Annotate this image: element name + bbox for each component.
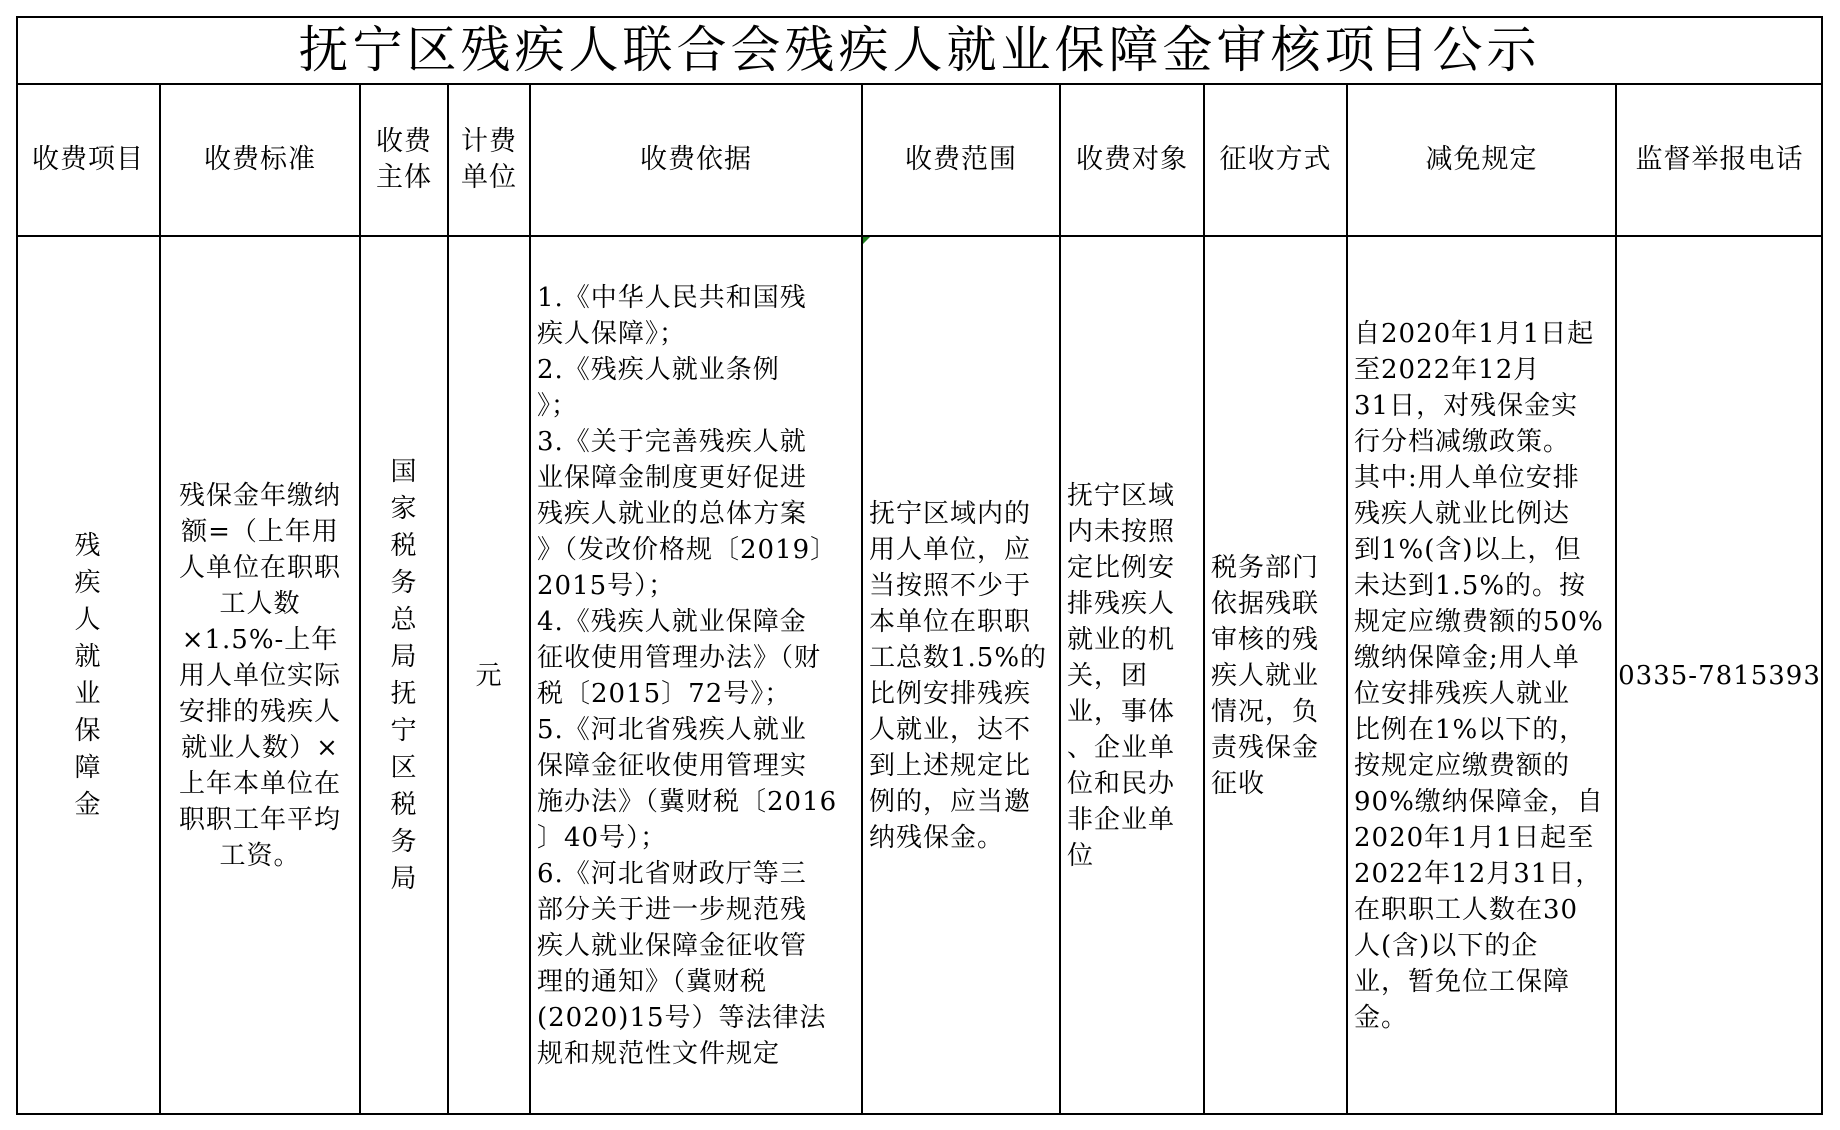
cell-text-line: 依据残联 (1211, 588, 1320, 619)
comment-indicator-icon[interactable] (863, 237, 870, 244)
cell-text-line: 税务部门 (1211, 552, 1320, 583)
cell-text-line: 障 (74, 752, 102, 783)
header-label: 征收方式 (1219, 144, 1332, 175)
cell-text-line: 工资。 (219, 840, 301, 871)
cell-text-line: 业保障金制度更好促进 (537, 462, 808, 493)
cell-text-line: 2.《残疾人就业条例 (537, 354, 780, 385)
cell-text-line: 〕40号）； (537, 822, 668, 853)
cell-reduction-rules (1347, 236, 1616, 1115)
cell-fee-target (1060, 236, 1204, 1115)
cell-text-line: 内未按照 (1067, 516, 1176, 547)
cell-text-line: 规和规范性文件规定 (537, 1038, 781, 1069)
cell-text-line: 规定应缴费额的50% (1354, 606, 1604, 637)
cell-text-line: 额=（上年用 (181, 516, 339, 547)
cell-text-line: 责残保金 (1211, 732, 1320, 763)
cell-text-line: 总 (390, 604, 418, 635)
cell-text-line: 人(含)以下的企 (1354, 930, 1539, 961)
cell-text-line: 当按照不少于 (869, 570, 1032, 601)
cell-text-line: 到上述规定比 (869, 750, 1032, 781)
cell-text-line: 其中:用人单位安排 (1354, 462, 1580, 493)
cell-text-line: 位 (1067, 840, 1095, 871)
cell-text-line: 安排的残疾人 (178, 696, 341, 727)
cell-text-line: 4.《残疾人就业保障金 (537, 606, 807, 637)
cell-text-line: 疾人保障》； (537, 318, 687, 349)
cell-text-line: 家 (390, 493, 418, 524)
cell-text-line: 残疾人就业的总体方案 (537, 498, 808, 529)
cell-text-line: 就业的机 (1067, 624, 1176, 655)
page-title: 抚宁区残疾人联合会残疾人就业保障金审核项目公示 (298, 21, 1541, 79)
cell-text-line: 定比例安 (1067, 552, 1176, 583)
cell-text-line: 人就业，达不 (869, 714, 1032, 745)
cell-text-line: 就 (74, 641, 102, 672)
header-label: 监督举报电话 (1635, 144, 1804, 175)
cell-text-line: 、企业单 (1067, 732, 1176, 763)
cell-text-line: 税 (390, 789, 418, 820)
cell-text-line: 税 (390, 530, 418, 561)
cell-text-line: 2022年12月31日， (1354, 858, 1603, 889)
cell-text-line: 残疾人就业比例达 (1354, 498, 1571, 529)
cell-text-line: 用人单位实际 (178, 660, 341, 691)
cell-text-line: 31日，对残保金实 (1354, 390, 1579, 421)
cell-fee-item (16, 236, 160, 1115)
header-fee-target (1060, 84, 1204, 236)
cell-text-line: 宁 (390, 715, 418, 746)
header-label: 减免规定 (1425, 144, 1538, 175)
header-fee-item (16, 84, 160, 236)
cell-text-line: 局 (390, 641, 418, 672)
cell-text-line: 疾 (74, 567, 102, 598)
cell-text-line: 0335-7815393 (1618, 660, 1821, 691)
cell-text-line: 非企业单 (1067, 804, 1176, 835)
cell-text-line: 5.《河北省残疾人就业 (537, 714, 807, 745)
cell-text-line: 人单位在职职 (178, 552, 341, 583)
header-label: 收费范围 (905, 144, 1017, 175)
header-hotline (1616, 84, 1823, 236)
header-fee-standard (160, 84, 360, 236)
cell-text-line: 》； (537, 390, 579, 421)
cell-text-line: 缴纳保障金;用人单 (1354, 642, 1580, 673)
cell-text-line: 抚宁区域 (1067, 480, 1176, 511)
cell-text-line: 务 (390, 567, 418, 598)
cell-text-line: 业 (74, 678, 102, 709)
cell-text-line: 比例安排残疾 (869, 678, 1032, 709)
cell-text-line: 排残疾人 (1067, 588, 1176, 619)
cell-text-line: 按规定应缴费额的 (1354, 750, 1571, 781)
header-billing-unit (448, 84, 530, 236)
cell-collection-method (1204, 236, 1347, 1115)
cell-text-line: 例的，应当邀 (869, 786, 1032, 817)
cell-text-line: 疾人就业保障金征收管 (537, 930, 808, 961)
cell-text-line: 1.《中华人民共和国残 (537, 282, 807, 313)
header-reduction-rules (1347, 84, 1616, 236)
cell-text-line: 征收 (1211, 768, 1266, 799)
cell-text-line: 本单位在职职 (869, 606, 1032, 637)
cell-text-line: 务 (390, 826, 418, 857)
header-label: 收费对象 (1076, 144, 1188, 175)
header-fee-scope (862, 84, 1060, 236)
cell-text-line: 残保金年缴纳 (178, 480, 341, 511)
cell-text-line: 上年本单位在 (178, 768, 341, 799)
header-label: 主体 (376, 162, 432, 193)
header-fee-basis (530, 84, 862, 236)
cell-text-line: 抚宁区域内的 (869, 498, 1032, 529)
cell-text-line: 金。 (1354, 1002, 1409, 1033)
cell-text-line: 施办法》（冀财税〔2016 (537, 786, 838, 817)
cell-text-line: ×1.5%-上年 (181, 624, 339, 655)
header-label: 收费 (376, 126, 432, 157)
cell-text-line: 比例在1%以下的， (1354, 714, 1587, 745)
cell-text-line: 人 (74, 604, 102, 635)
cell-text-line: 抚 (390, 678, 418, 709)
header-fee-subject (360, 84, 448, 236)
cell-text-line: 工人数 (219, 588, 301, 619)
cell-text-line: 关，团 (1067, 660, 1149, 691)
cell-text-line: 就业人数）× (181, 732, 339, 763)
cell-text-line: 在职职工人数在30 (1354, 894, 1579, 925)
cell-text-line: 金 (74, 789, 102, 820)
cell-text-line: 征收使用管理办法》（财 (537, 642, 822, 673)
cell-text-line: 未达到1.5%的。按 (1354, 570, 1587, 601)
cell-text-line: 位安排残疾人就业 (1354, 678, 1571, 709)
cell-text-line: 税〔2015〕72号》； (537, 678, 792, 709)
cell-fee-scope (862, 236, 1060, 1115)
cell-billing-unit (448, 236, 530, 1115)
cell-text-line: 国 (390, 456, 418, 487)
cell-text-line: 疾人就业 (1211, 660, 1320, 691)
cell-text-line: 位和民办 (1067, 768, 1176, 799)
cell-text-line: 2015号）； (537, 570, 676, 601)
cell-hotline[interactable] (1616, 236, 1823, 1115)
cell-text-line: 业，事体 (1067, 696, 1176, 727)
cell-text-line: 审核的残 (1211, 624, 1320, 655)
cell-text-line: 局 (390, 863, 418, 894)
cell-text-line: 到1%(含)以上，但 (1354, 534, 1582, 565)
cell-fee-basis (530, 236, 862, 1115)
cell-text-line: 6.《河北省财政厅等三 (537, 858, 807, 889)
cell-text-line: 2020年1月1日起至 (1354, 822, 1595, 853)
cell-fee-subject (360, 236, 448, 1115)
cell-text-line: 自2020年1月1日起 (1354, 318, 1595, 349)
cell-text-line: 情况，负 (1211, 696, 1320, 727)
cell-text-line: 纳残保金。 (869, 822, 1005, 853)
cell-text-line: 用人单位，应 (869, 534, 1032, 565)
header-label: 单位 (461, 162, 517, 193)
header-label: 收费依据 (640, 144, 752, 175)
cell-text-line: 3.《关于完善残疾人就 (537, 426, 807, 457)
cell-text-line: 行分档减缴政策。 (1354, 426, 1571, 457)
cell-text-line: 元 (475, 660, 503, 691)
cell-text-line: 保 (74, 715, 102, 746)
cell-text-line: 职职工年平均 (178, 804, 341, 835)
cell-text-line: 90%缴纳保障金，自 (1354, 786, 1604, 817)
header-label: 收费项目 (32, 144, 144, 175)
cell-text-line: 部分关于进一步规范残 (537, 894, 808, 925)
cell-text-line: 工总数1.5%的 (869, 642, 1048, 673)
cell-text-line: 理的通知》（冀财税 (537, 966, 768, 997)
cell-text-line: 业，暂免位工保障 (1354, 966, 1571, 997)
cell-text-line: (2020)15号）等法律法 (537, 1002, 827, 1033)
cell-text-line: 区 (390, 752, 418, 783)
header-label: 计费 (461, 126, 517, 157)
cell-text-line: 残 (74, 530, 102, 561)
cell-text-line: 至2022年12月 (1354, 354, 1541, 385)
cell-fee-standard (160, 236, 360, 1115)
cell-text-line: 保障金征收使用管理实 (537, 750, 808, 781)
header-label: 收费标准 (204, 144, 316, 175)
header-collection-method (1204, 84, 1347, 236)
cell-text-line: 》（发改价格规〔2019〕 (537, 534, 838, 565)
